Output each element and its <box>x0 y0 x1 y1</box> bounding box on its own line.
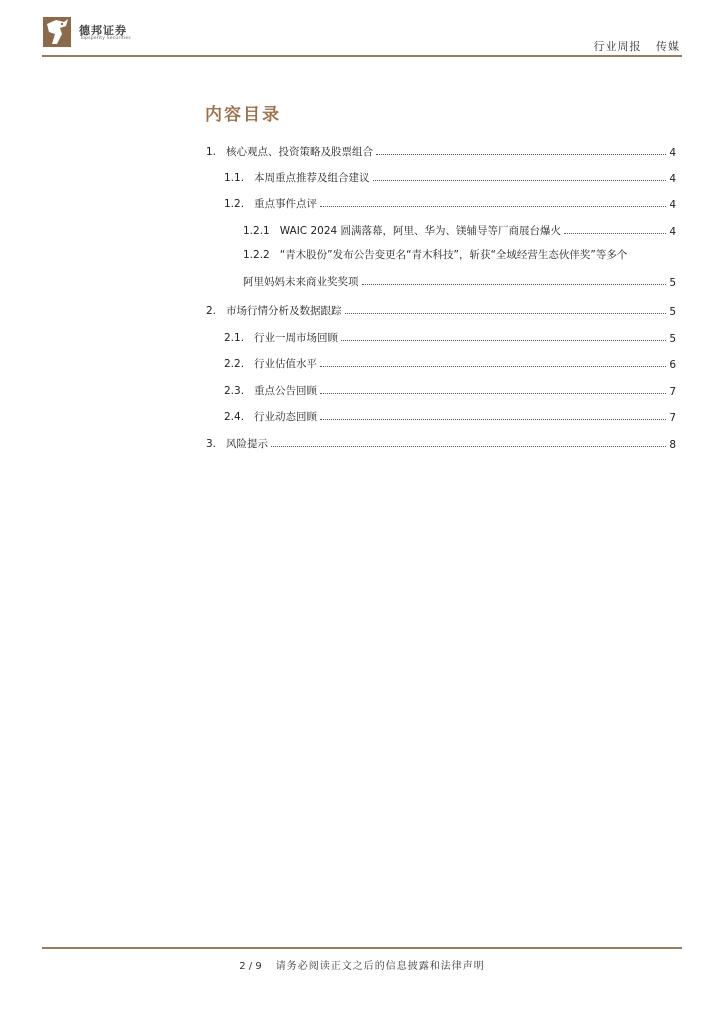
toc-entry-text: 行业动态回顾 <box>254 411 318 423</box>
toc-entry-number: 2.4. <box>224 411 245 423</box>
toc-leader-dots <box>373 180 667 181</box>
toc-entry-page: 7 <box>669 412 676 424</box>
toc-entry-text: 市场行情分析及数据跟踪 <box>226 305 342 317</box>
toc-entry-page: 5 <box>669 333 676 345</box>
toc-entry[interactable] <box>243 218 676 238</box>
page-number: 2 / 9 <box>239 961 262 972</box>
report-sector: 传媒 <box>656 40 680 53</box>
toc-entry-text: 本周重点推荐及组合建议 <box>254 172 370 184</box>
toc-entry-number: 1. <box>206 146 217 158</box>
toc-leader-dots <box>320 419 666 420</box>
footer-disclaimer: 请务必阅读正文之后的信息披露和法律声明 <box>275 961 485 972</box>
toc-entry-page: 4 <box>669 226 676 238</box>
toc-leader-dots <box>341 340 666 341</box>
toc-leader-dots <box>320 393 666 394</box>
toc-entry-text: 风险提示 <box>226 438 269 450</box>
toc-entry-number: 2.2. <box>224 358 245 370</box>
toc-entry-page: 6 <box>669 359 676 371</box>
toc-leader-dots <box>320 206 666 207</box>
toc-entry[interactable] <box>224 325 676 345</box>
toc-leader-dots <box>564 233 666 234</box>
toc-entry-number: 2. <box>206 305 217 317</box>
toc-entry-page: 4 <box>669 147 676 159</box>
brand-name-cn: 德邦证券 <box>79 24 127 37</box>
brand-name-en: Topsperity Securities <box>80 36 131 41</box>
toc-entry-number: 1.2. <box>224 198 245 210</box>
page-footer <box>0 957 724 972</box>
toc-entry[interactable] <box>224 404 676 424</box>
toc-entry-text: WAIC 2024 圆满落幕，阿里、华为、镁辅导等厂商展台爆火 <box>279 225 562 237</box>
toc-entry-page: 4 <box>669 199 676 211</box>
toc-entry-text: 重点公告回顾 <box>254 385 318 397</box>
toc-entry[interactable] <box>224 351 676 371</box>
toc-entry-text-continued: 阿里妈妈未来商业奖奖项 <box>243 276 359 288</box>
toc-leader-dots <box>362 284 667 285</box>
toc-entry[interactable] <box>224 191 676 211</box>
toc-entry[interactable] <box>224 378 676 398</box>
toc-entry-number: 1.2.2 <box>243 249 270 261</box>
report-header <box>594 38 681 54</box>
toc-leader-dots <box>271 446 666 447</box>
toc-leader-dots <box>320 366 666 367</box>
toc-entry-page: 8 <box>669 439 676 451</box>
toc-entry-page: 7 <box>669 386 676 398</box>
toc-entry-page: 5 <box>669 306 676 318</box>
toc-entry-number: 2.3. <box>224 385 245 397</box>
footer-divider <box>42 947 682 949</box>
toc-leader-dots <box>376 154 666 155</box>
toc-entry-text: 核心观点、投资策略及股票组合 <box>226 146 374 158</box>
toc-title: 内容目录 <box>205 105 281 125</box>
toc-entry-number: 3. <box>206 438 217 450</box>
toc-entry-number: 2.1. <box>224 332 245 344</box>
header-divider <box>42 55 682 57</box>
toc-entry-page: 5 <box>669 277 676 289</box>
toc-entry-number: 1.2.1 <box>243 225 270 237</box>
brand-logo-icon <box>42 16 72 48</box>
toc-entry[interactable] <box>243 247 676 289</box>
toc-entry[interactable] <box>224 165 676 185</box>
toc-entry-number: 1.1. <box>224 172 245 184</box>
toc-entry-text: 行业一周市场回顾 <box>254 332 339 344</box>
report-category: 行业周报 <box>593 40 642 53</box>
toc-entry-text: 行业估值水平 <box>254 358 318 370</box>
toc-entry[interactable] <box>206 431 676 451</box>
toc-entry-text: “青木股份”发布公告变更名“青木科技”，斩获“全域经营生态伙伴奖”等多个 <box>279 249 628 261</box>
toc-entry-page: 4 <box>669 173 676 185</box>
toc-entry[interactable] <box>206 298 676 318</box>
toc-entry[interactable] <box>206 139 676 159</box>
toc-leader-dots <box>345 313 667 314</box>
toc-entry-text: 重点事件点评 <box>254 198 318 210</box>
